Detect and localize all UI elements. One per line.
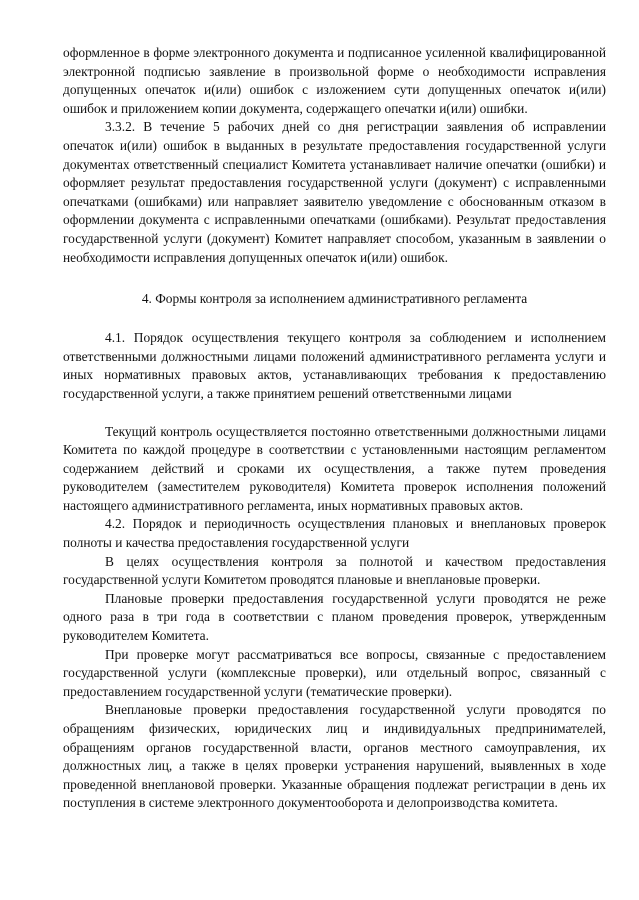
document-page — [63, 44, 606, 813]
paragraph-planned-checks: Плановые проверки предоставления государственной услуги проводятся не реже одного раза в три года в соответствии с планом проведения проверок, утвержденным руководителем Комитета. — [63, 590, 606, 644]
section-heading: 4. Формы контроля за исполнением административного регламента — [141, 291, 528, 307]
blank-line — [63, 404, 606, 423]
paragraph-current-control: Текущий контроль осуществляется постоянно ответственными должностными лицами Комитета по каждой процедуре в соответствии с установленными настоящим регламентом содержанием действий и сроками их осуществления, а также путем проведения руководителем (заместителем руководителя) Комитета проверок исполнения положений настоящего административного регламента, иных нормативных правовых актов. — [63, 423, 606, 513]
paragraph-unplanned-checks: Внеплановые проверки предоставления государственной услуги проводятся по обращениям физических, юридических лиц и индивидуальных предпринимателей, обращениям органов государственной власти, органов местного самоуправления, их должностных лиц, а также в целях проверки устранения нарушений, выявленных в ходе проведенной внеплановой проверки. Указанные обращения подлежат регистрации в день их поступления в системе электронного документооборота и делопроизводства комитета. — [63, 702, 606, 811]
paragraph-3-3-2: 3.3.2. В течение 5 рабочих дней со дня регистрации заявления об исправлении опечаток и(или) ошибок в выданных в результате предоставления государственной услуги документах ответственный специалист Комитета устанавливает наличие опечатки (ошибки) и оформляет результат предоставления государственной услуги (документ) с исправленными опечатками (ошибками) или направляет заявителю уведомление с обоснованным отказом в оформлении документа с исправленными опечатками (ошибками). Результат предоставления государственной услуги (документ) Комитет направляет способом, указанным в заявлении о необходимости исправления допущенных опечаток и(или) ошибок. — [63, 119, 606, 265]
paragraph-checks: В целях осуществления контроля за полнотой и качеством предоставления государственной услуги Комитетом проводятся плановые и внеплановые проверки. — [63, 553, 606, 588]
paragraph-4-2: 4.2. Порядок и периодичность осуществления плановых и внеплановых проверок полноты и качества предоставления государственной услуги — [63, 516, 606, 551]
paragraph-check-questions: При проверке могут рассматриваться все вопросы, связанные с предоставлением государственной услуги (комплексные проверки), или отдельный вопрос, связанный с предоставлением государственной услуги (тематические проверки). — [63, 646, 606, 699]
paragraph-4-1: 4.1. Порядок осуществления текущего контроля за соблюдением и исполнением ответственными должностными лицами положений административного регламента услуги и иных нормативных правовых актов, устанавливающих требования к предоставлению государственной услуги, а также принятием решений ответственными лицами — [63, 330, 606, 401]
paragraph-application-continuation: оформленное в форме электронного документа и подписанное усиленной квалифицированной электронной подписью заявление в произвольной форме о необходимости исправления допущенных опечаток и(или) ошибок с изложением сути допущенных опечаток и(или) ошибок и приложением копии документа, содержащего опечатки и(или) ошибки. — [63, 45, 606, 116]
